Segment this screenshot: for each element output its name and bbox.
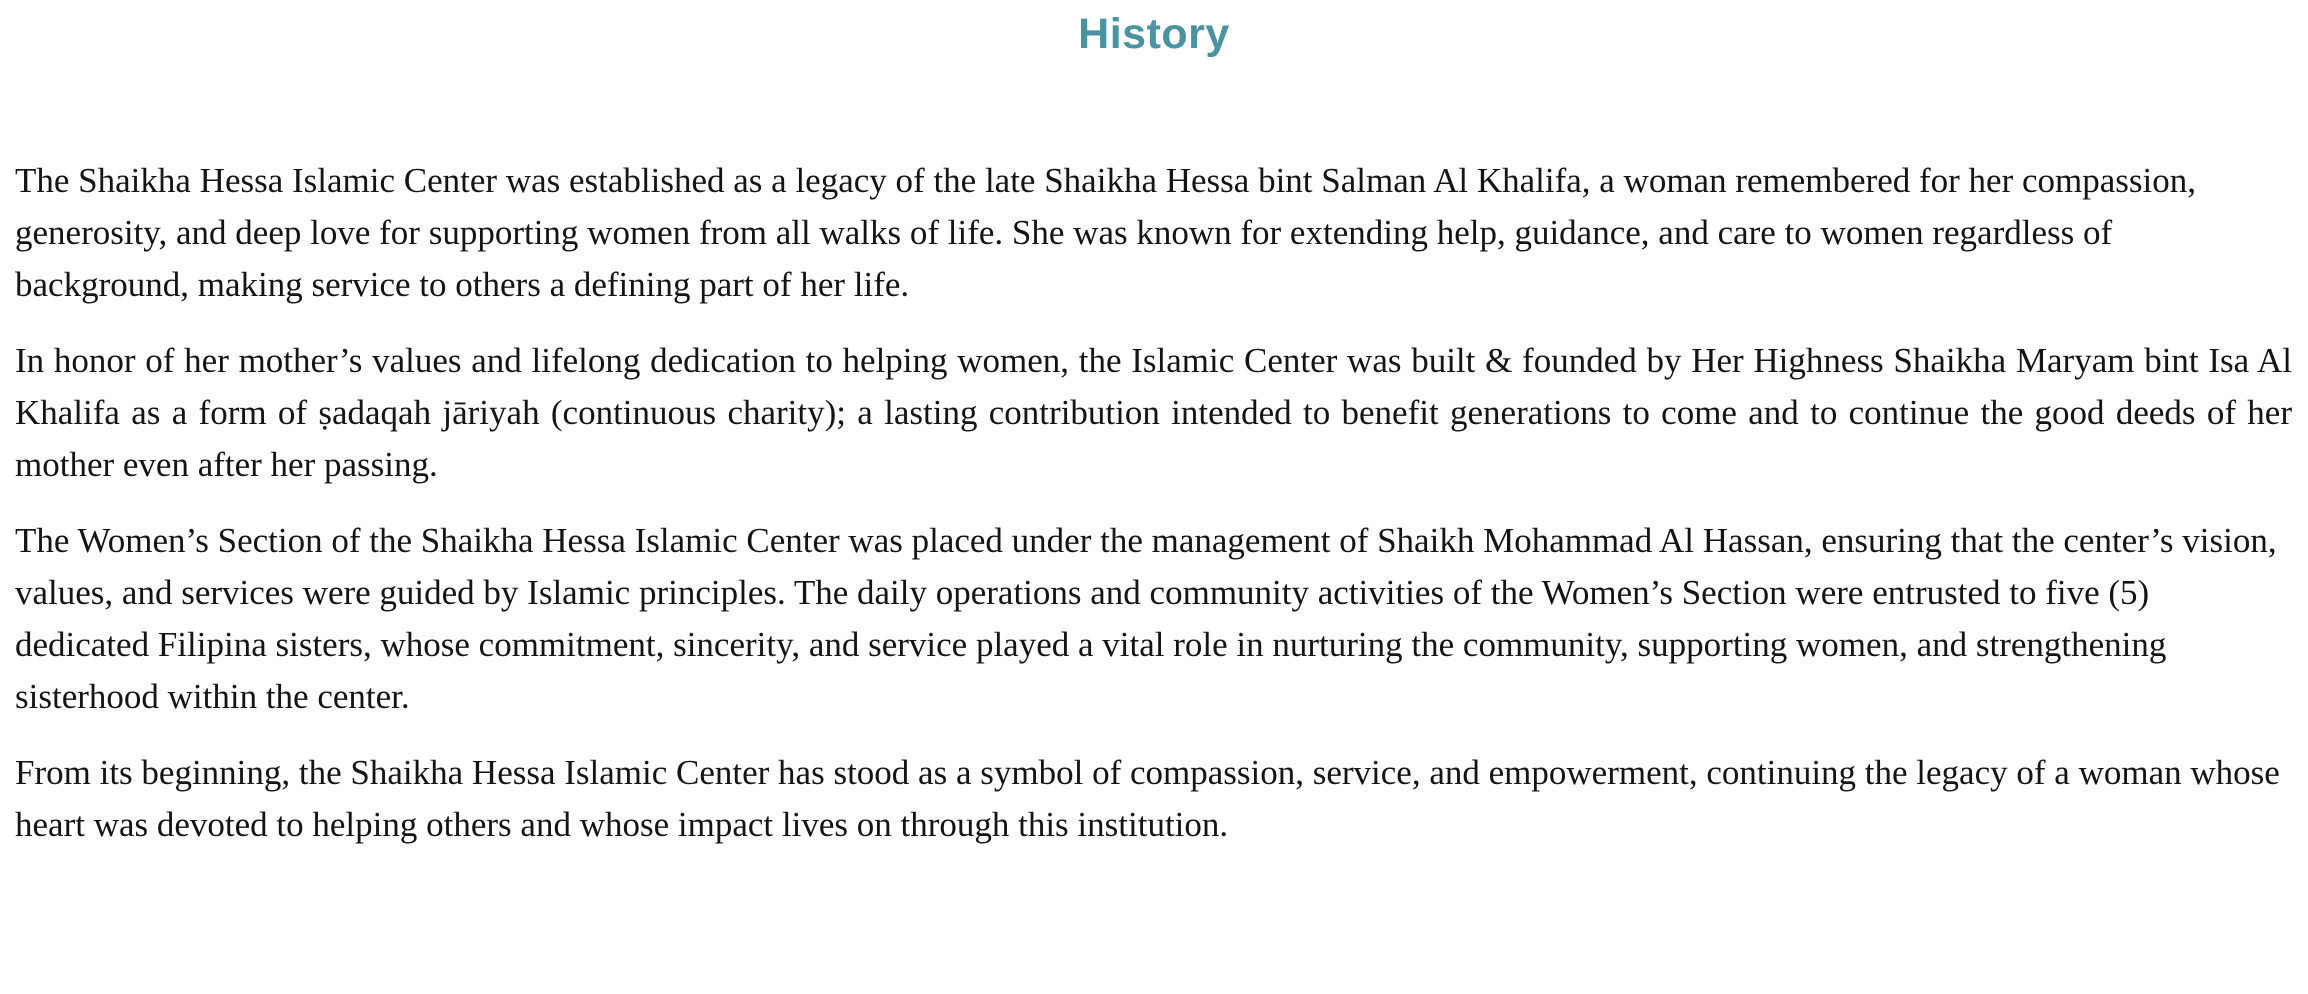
history-paragraph-4: From its beginning, the Shaikha Hessa Islamic Center has stood as a symbol of compassion, service, and empowerment, continuing the legacy of a woman whose heart was devoted to helping others and whose impact lives on through this institution.: [15, 753, 2280, 844]
history-paragraph-2: In honor of her mother’s values and lifelong dedication to helping women, the Islamic Center was built & founded by Her Highness Shaikha Maryam bint Isa Al Khalifa as a form of ṣadaqah jāriyah (continuous charity); a lasting contribution intended to benefit generations to come and to continue the good deeds of her mother even after her passing.: [15, 341, 2292, 484]
history-paragraph-3: The Women’s Section of the Shaikha Hessa Islamic Center was placed under the management of Shaikh Mohammad Al Hassan, ensuring that the center’s vision, values, and services were guided by Islamic principles. The daily operations and community activities of the Women’s Section were entrusted to five (5) dedicated Filipina sisters, whose commitment, sincerity, and service played a vital role in nurturing the community, supporting women, and strengthening sisterhood within the center.: [15, 521, 2277, 716]
history-paragraph-1: The Shaikha Hessa Islamic Center was established as a legacy of the late Shaikha Hessa bint Salman Al Khalifa, a woman remembered for her compassion, generosity, and deep love for supporting women from all walks of life. She was known for extending help, guidance, and care to women regardless of background, making service to others a defining part of her life.: [15, 161, 2196, 304]
page-title: History: [1078, 10, 1230, 58]
history-content: [0, 155, 2308, 851]
